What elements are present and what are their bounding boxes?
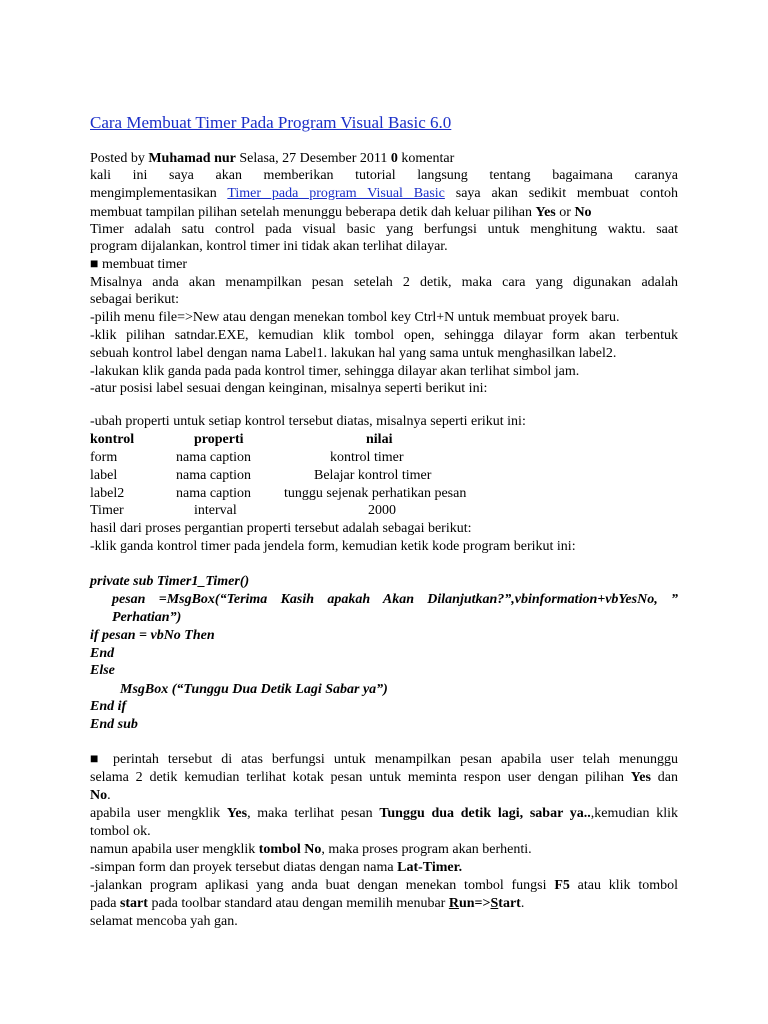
text-span: ,kemudian klik	[590, 806, 678, 821]
text-span: un=>	[458, 896, 491, 911]
lat-timer-bold: Lat-Timer.	[397, 860, 463, 875]
paragraph-line	[90, 769, 678, 786]
paragraph-line: -ubah properti untuk setiap kontrol tersebut diatas, misalnya seperti erikut ini:	[90, 414, 526, 429]
posted-prefix: Posted by	[90, 151, 149, 166]
table-cell: label	[90, 468, 118, 483]
paragraph-line: Misalnya anda akan menampilkan pesan setelah 2 detik, maka cara yang digunakan adalah	[90, 275, 678, 290]
paragraph-line	[90, 787, 678, 804]
text-span: .	[520, 896, 525, 911]
code-line: End	[90, 646, 115, 661]
paragraph-line: -klik pilihan satndar.EXE, kemudian klik tombol open, sehingga dilayar form akan terbentuk	[90, 328, 678, 343]
section-heading: ■ membuat timer	[90, 257, 188, 272]
post-title-link[interactable]: Cara Membuat Timer Pada Program Visual Basic 6.0	[90, 113, 452, 132]
text-span: , maka terlihat pesan	[247, 806, 380, 821]
paragraph-line: sebagai berikut:	[90, 292, 180, 307]
text-span: namun apabila user mengklik	[90, 842, 259, 857]
paragraph-line: sebuah kontrol label dengan nama Label1. lakukan hal yang sama untuk menghasilkan label2.	[90, 346, 617, 361]
text-span: dan	[650, 770, 678, 785]
paragraph-line: ■ perintah tersebut di atas berfungsi untuk menampilkan pesan apabila user telah menunggu	[90, 752, 678, 767]
text-span: , maka proses program akan berhenti.	[321, 842, 532, 857]
table-header: nilai	[366, 432, 393, 447]
paragraph-line: selamat mencoba yah gan.	[90, 914, 238, 929]
comment-suffix[interactable]: komentar	[397, 151, 455, 166]
text-span: -jalankan program aplikasi yang anda buat dengan menekan tombol fungsi	[90, 878, 555, 893]
paragraph-line	[90, 204, 678, 221]
paragraph-line: hasil dari proses pergantian properti tersebut adalah sebagai berikut:	[90, 521, 472, 536]
table-cell: nama caption	[176, 468, 252, 483]
table-cell: tunggu sejenak perhatikan pesan	[284, 486, 467, 501]
text-span: atau klik tombol	[569, 878, 679, 893]
text-span: -simpan form dan proyek tersebut diatas dengan nama	[90, 860, 398, 875]
code-line: private sub Timer1_Timer()	[90, 574, 250, 589]
paragraph-line	[90, 805, 678, 822]
table-cell: Belajar kontrol timer	[314, 468, 432, 483]
paragraph-line: tombol ok.	[90, 824, 151, 839]
table-cell: 2000	[368, 503, 396, 518]
table-cell: form	[90, 450, 118, 465]
text-span: saya akan sedikit membuat contoh	[444, 186, 678, 201]
message-bold: Tunggu dua detik lagi, sabar ya..	[379, 806, 591, 821]
code-line: End if	[90, 699, 127, 714]
yes-bold: Yes	[226, 806, 248, 821]
paragraph-line: kali ini saya akan memberikan tutorial langsung tentang bagaimana caranya	[90, 168, 678, 183]
text-span: tart	[498, 896, 521, 911]
table-header: properti	[194, 432, 244, 447]
code-line: End sub	[90, 717, 138, 732]
paragraph-line: -lakukan klik ganda pada pada kontrol timer, sehingga dilayar akan terlihat simbol jam.	[90, 364, 580, 379]
text-span: or	[555, 205, 575, 220]
comment-count[interactable]: 0	[390, 151, 398, 166]
posted-by-line	[90, 150, 678, 167]
paragraph-line	[90, 841, 678, 858]
code-line: Perhatian”)	[112, 610, 182, 625]
paragraph-line: -klik ganda kontrol timer pada jendela form, kemudian ketik kode program berikut ini:	[90, 539, 576, 554]
start-bold: start	[119, 896, 148, 911]
f5-bold: F5	[554, 878, 570, 893]
paragraph-line: -atur posisi label sesuai dengan keinginan, misalnya seperti berikut ini:	[90, 381, 488, 396]
table-cell: nama caption	[176, 486, 252, 501]
paragraph-line: Timer adalah satu control pada visual basic yang berfungsi untuk menghitung waktu. saat	[90, 222, 678, 237]
paragraph-line	[90, 895, 678, 912]
timer-vb-link[interactable]: Timer pada program Visual Basic	[227, 186, 445, 201]
post-date: Selasa, 27 Desember 2011	[235, 151, 391, 166]
table-header: kontrol	[90, 432, 135, 447]
code-line: MsgBox (“Tunggu Dua Detik Lagi Sabar ya”)	[120, 682, 388, 697]
tombol-no-bold: tombol No	[258, 842, 322, 857]
table-cell: interval	[194, 503, 237, 518]
text-span: selama 2 detik kemudian terlihat kotak pesan untuk meminta respon user dengan pilihan	[90, 770, 631, 785]
paragraph-line: -pilih menu file=>New atau dengan menekan tombol key Ctrl+N untuk membuat proyek baru.	[90, 310, 620, 325]
no-bold: No	[90, 788, 108, 803]
text-span: pada toolbar standard atau dengan memilih menubar	[147, 896, 449, 911]
code-line: Else	[90, 663, 115, 678]
paragraph-line	[90, 877, 678, 894]
underlined-letter: S	[490, 896, 499, 911]
menu-run-start	[449, 896, 521, 911]
code-line: if pesan = vbNo Then	[90, 628, 215, 643]
author-name[interactable]: Muhamad nur	[148, 151, 236, 166]
table-cell: kontrol timer	[330, 450, 404, 465]
text-span: apabila user mengklik	[90, 806, 227, 821]
paragraph-line: program dijalankan, kontrol timer ini tidak akan terlihat dilayar.	[90, 239, 448, 254]
text-span: mengimplementasikan	[90, 186, 228, 201]
table-cell: Timer	[90, 503, 124, 518]
text-span: .	[107, 788, 111, 803]
code-line: pesan =MsgBox(“Terima Kasih apakah Akan Dilanjutkan?”,vbinformation+vbYesNo, ”	[112, 592, 678, 607]
yes-bold: Yes	[535, 205, 556, 220]
text-span: membuat tampilan pilihan setelah menunggu beberapa detik dah keluar pilihan	[90, 205, 536, 220]
underlined-letter: R	[448, 896, 459, 911]
paragraph-line	[90, 859, 678, 876]
no-bold: No	[574, 205, 592, 220]
yes-bold: Yes	[630, 770, 651, 785]
paragraph-line	[90, 185, 678, 202]
table-cell: label2	[90, 486, 125, 501]
text-span: pada	[90, 896, 120, 911]
table-cell: nama caption	[176, 450, 252, 465]
